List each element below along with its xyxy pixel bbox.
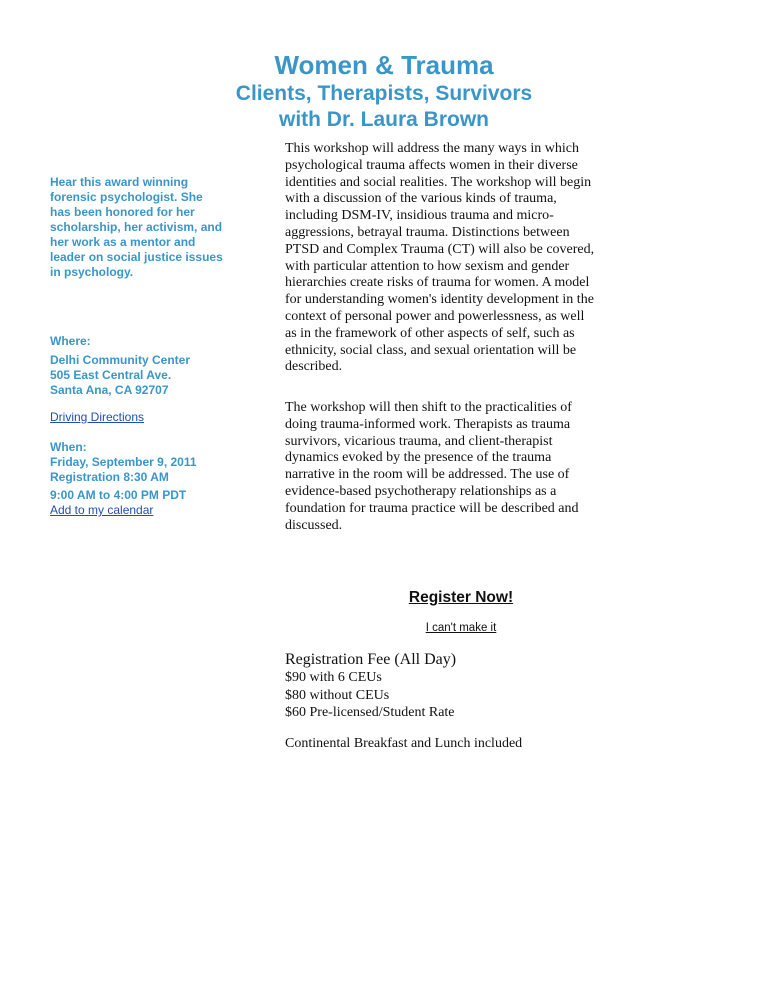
- paragraph-line: discussed.: [285, 517, 343, 533]
- register-now-link[interactable]: Register Now!: [408, 589, 514, 606]
- where-label: Where:: [50, 334, 91, 348]
- venue-address: [50, 353, 240, 398]
- address-line: Delhi Community Center: [50, 353, 191, 367]
- paragraph-line: PTSD and Complex Trauma (CT) will also be covered,: [285, 241, 595, 257]
- registration-fee-heading: Registration Fee (All Day): [285, 651, 457, 668]
- paragraph-line: ethnicity, social class, and sexual orientation will be: [285, 342, 577, 358]
- intro-line: leader on social justice issues: [50, 250, 223, 264]
- paragraph-line: with particular attention to how sexism and gender: [285, 258, 570, 274]
- add-to-calendar-link[interactable]: Add to my calendar: [50, 503, 154, 517]
- paragraph-line: foundation for trauma practice will be described and: [285, 500, 579, 516]
- paragraph-line: identities and social realities. The workshop will begin: [285, 174, 592, 190]
- paragraph-line: for understanding women's identity development in the: [285, 292, 594, 308]
- fee-item: $90 with 6 CEUs: [285, 670, 382, 685]
- intro-line: has been honored for her: [50, 205, 195, 219]
- intro-line: her work as a mentor and: [50, 235, 196, 249]
- page-subtitle: Clients, Therapists, Survivors: [235, 82, 533, 105]
- intro-text: [50, 175, 240, 280]
- event-time-range: 9:00 AM to 4:00 PM PDT: [50, 488, 187, 502]
- fee-list: [285, 669, 455, 722]
- paragraph-line: The workshop will then shift to the practicalities of: [285, 400, 572, 415]
- meals-note: Continental Breakfast and Lunch included: [285, 736, 523, 751]
- cant-make-it-link[interactable]: I can't make it: [425, 622, 497, 634]
- paragraph-line: dynamics evoked by the presence of the trauma: [285, 450, 552, 466]
- presenter-subtitle: with Dr. Laura Brown: [278, 108, 490, 131]
- paragraph-line: including DSM-IV, insidious trauma and micro-: [285, 208, 554, 224]
- paragraph-line: hierarchies create risks of trauma for women. A model: [285, 275, 590, 291]
- registration-time: Registration 8:30 AM: [50, 470, 169, 484]
- address-line: Santa Ana, CA 92707: [50, 383, 169, 397]
- paragraph-line: narrative in the room will be addressed. The use of: [285, 467, 570, 483]
- intro-line: Hear this award winning: [50, 175, 189, 189]
- paragraph-line: as in the framework of other aspects of self, such as: [285, 325, 575, 341]
- driving-directions-link[interactable]: Driving Directions: [50, 410, 145, 424]
- page-title: Women & Trauma: [274, 50, 494, 80]
- paragraph-line: psychological trauma affects women in their diverse: [285, 157, 578, 173]
- paragraph-line: doing trauma-informed work. Therapists as trauma: [285, 416, 571, 432]
- intro-line: in psychology.: [50, 265, 134, 279]
- paragraph-line: This workshop will address the many ways in which: [285, 141, 579, 156]
- paragraph-line: evidence-based psychotherapy relationships as a: [285, 483, 557, 499]
- paragraph-line: context of personal power and powerlessness, as well: [285, 308, 585, 324]
- paragraph-line: with a discussion of the various kinds of trauma,: [285, 191, 557, 207]
- when-label: When:: [50, 440, 87, 454]
- address-line: 505 East Central Ave.: [50, 368, 172, 382]
- fee-item: $80 without CEUs: [285, 687, 390, 703]
- description-paragraph-1: [285, 141, 645, 376]
- paragraph-line: aggressions, betrayal trauma. Distinctions between: [285, 224, 570, 240]
- event-date: Friday, September 9, 2011: [50, 455, 197, 469]
- fee-item: $60 Pre-licensed/Student Rate: [285, 705, 455, 720]
- paragraph-line: survivors, vicarious trauma, and client-therapist: [285, 433, 553, 449]
- intro-line: forensic psychologist. She: [50, 190, 203, 204]
- intro-line: scholarship, her activism, and: [50, 220, 223, 234]
- description-paragraph-2: [285, 400, 645, 534]
- paragraph-line: described.: [285, 359, 343, 375]
